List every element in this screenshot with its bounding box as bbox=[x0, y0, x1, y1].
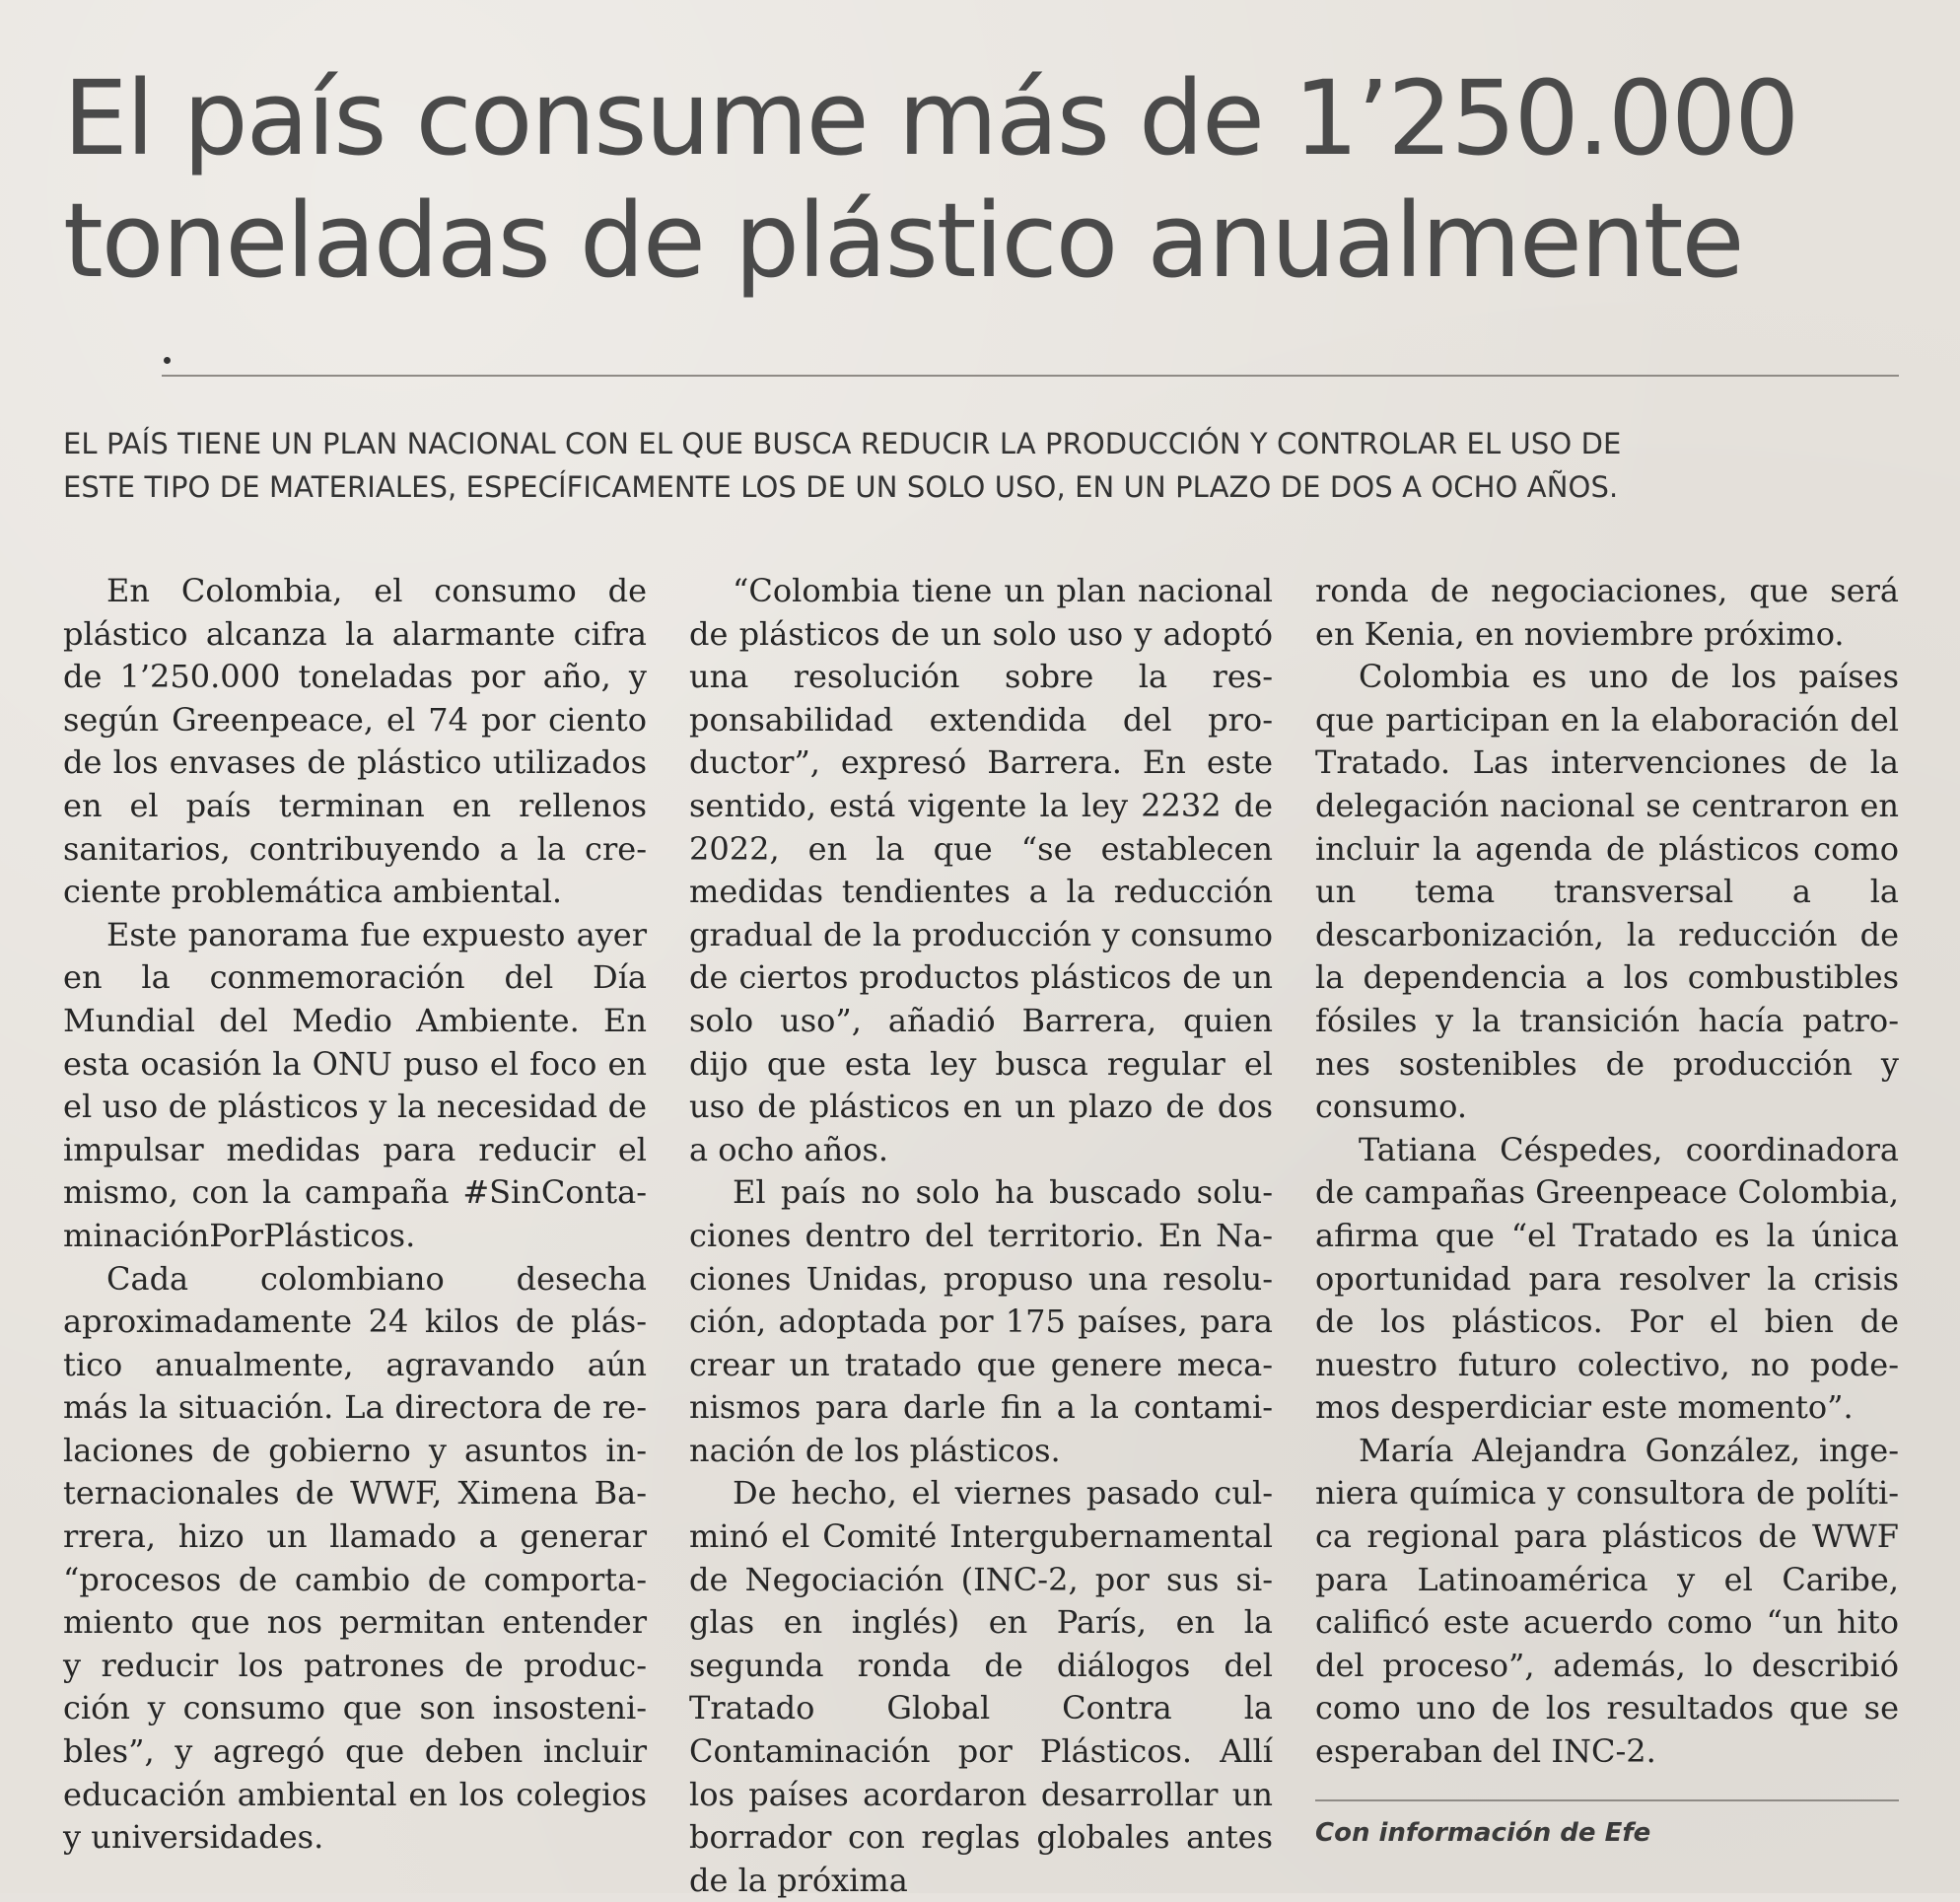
column-2-paragraph: De hecho, el viernes pasado culminó el Comité Intergubernamental de Negociación (INC-2, por sus siglas en inglés) en París, en la segunda ronda de diálogos del Tratado Global Contra la Contaminación por Plásticos. Allí los países acordaron desarrollar un borrador con reglas globales antes de la próxima bbox=[689, 1474, 1273, 1899]
column-3-paragraph: Colombia es uno de los países que participan en la elaboración del Tratado. Las intervenciones de la delegación nacional se centraron en incluir la agenda de plásticos como un tema transversal a la descarbonización, la reducción de la dependencia a los combustibles fósiles y la transición hacía patrones sostenibles de producción y consumo. bbox=[1315, 658, 1899, 1126]
article-summary bbox=[63, 422, 1917, 509]
column-3-paragraph: María Alejandra González, ingeniera química y consultora de política regional para plásticos de WWF para Latinoamérica y el Caribe, calificó este acuerdo como “un hito del proceso”, además, lo describió como uno de los resultados que se esperaban del INC-2. bbox=[1315, 1431, 1899, 1771]
summary-line-2: ESTE TIPO DE MATERIALES, ESPECÍFICAMENTE LOS DE UN SOLO USO, EN UN PLAZO DE DOS A OCHO AÑOS. bbox=[63, 470, 1619, 504]
column-2-paragraph: “Colombia tiene un plan nacional de plásticos de un solo uso y adoptó una resolución sobre la responsabilidad extendida del productor”, expresó Barrera. En este sentido, está vigente la ley 2232 de 2022, en la que “se establecen medidas tendientes a la reducción gradual de la producción y consumo de ciertos productos plásticos de un solo uso”, añadió Barrera, quien dijo que esta ley busca regular el uso de plásticos en un plazo de dos a ocho años. bbox=[689, 572, 1273, 1168]
headline-line-2: toneladas de plástico anualmente bbox=[63, 180, 1743, 301]
column-1-paragraph: Cada colombiano desecha aproximadamente 24 kilos de plástico anualmente, agravando aún más la situación. La directora de relaciones de gobierno y asuntos internacionales de WWF, Ximena Barrera, hizo un llamado a generar “procesos de cambio de comportamiento que nos permitan entender y reducir los patrones de producción y consumo que son insostenibles”, y agregó que deben incluir educación ambiental en los colegios y universidades. bbox=[63, 1259, 647, 1857]
column-2-paragraph: El país no solo ha buscado soluciones dentro del territorio. En Naciones Unidas, propuso una resolución, adoptada por 175 países, para crear un tratado que genere mecanismos para darle fin a la contaminación de los plásticos. bbox=[689, 1173, 1273, 1469]
headline bbox=[63, 57, 1897, 302]
column-1-paragraph: En Colombia, el consumo de plástico alcanza la alarmante cifra de 1’250.000 toneladas por año, y según Greenpeace, el 74 por ciento de los envases de plástico utilizados en el país terminan en rellenos sanitarios, contribuyendo a la creciente problemática ambiental. bbox=[63, 572, 647, 911]
headline-line-1: El país consume más de 1’250.000 bbox=[63, 58, 1798, 178]
column-3-paragraph: Tatiana Céspedes, coordinadora de campañas Greenpeace Colombia, afirma que “el Tratado es la única oportunidad para resolver la crisis de los plásticos. Por el bien de nuestro futuro colectivo, no podemos desperdiciar este momento”. bbox=[1315, 1130, 1899, 1427]
summary-line-1: EL PAÍS TIENE UN PLAN NACIONAL CON EL QUE BUSCA REDUCIR LA PRODUCCIÓN Y CONTROLAR EL USO DE bbox=[63, 427, 1622, 460]
article-column-3 bbox=[1315, 570, 1899, 1774]
bullet-dot bbox=[164, 357, 171, 364]
column-3-paragraph: ronda de negociaciones, que será en Kenia, en noviembre próximo. bbox=[1315, 572, 1899, 653]
article-column-2 bbox=[689, 570, 1273, 1902]
article-column-1 bbox=[63, 570, 647, 1860]
credit-divider bbox=[1315, 1799, 1899, 1801]
source-credit: Con información de Efe bbox=[1315, 1818, 1651, 1848]
column-1-paragraph: Este panorama fue expuesto ayer en la conmemoración del Día Mundial del Medio Ambiente. En esta ocasión la ONU puso el foco en el uso de plásticos y la necesidad de impulsar medidas para reducir el mismo, con la campaña #SinContaminaciónPorPlásticos. bbox=[63, 915, 647, 1254]
headline-divider bbox=[162, 375, 1899, 377]
